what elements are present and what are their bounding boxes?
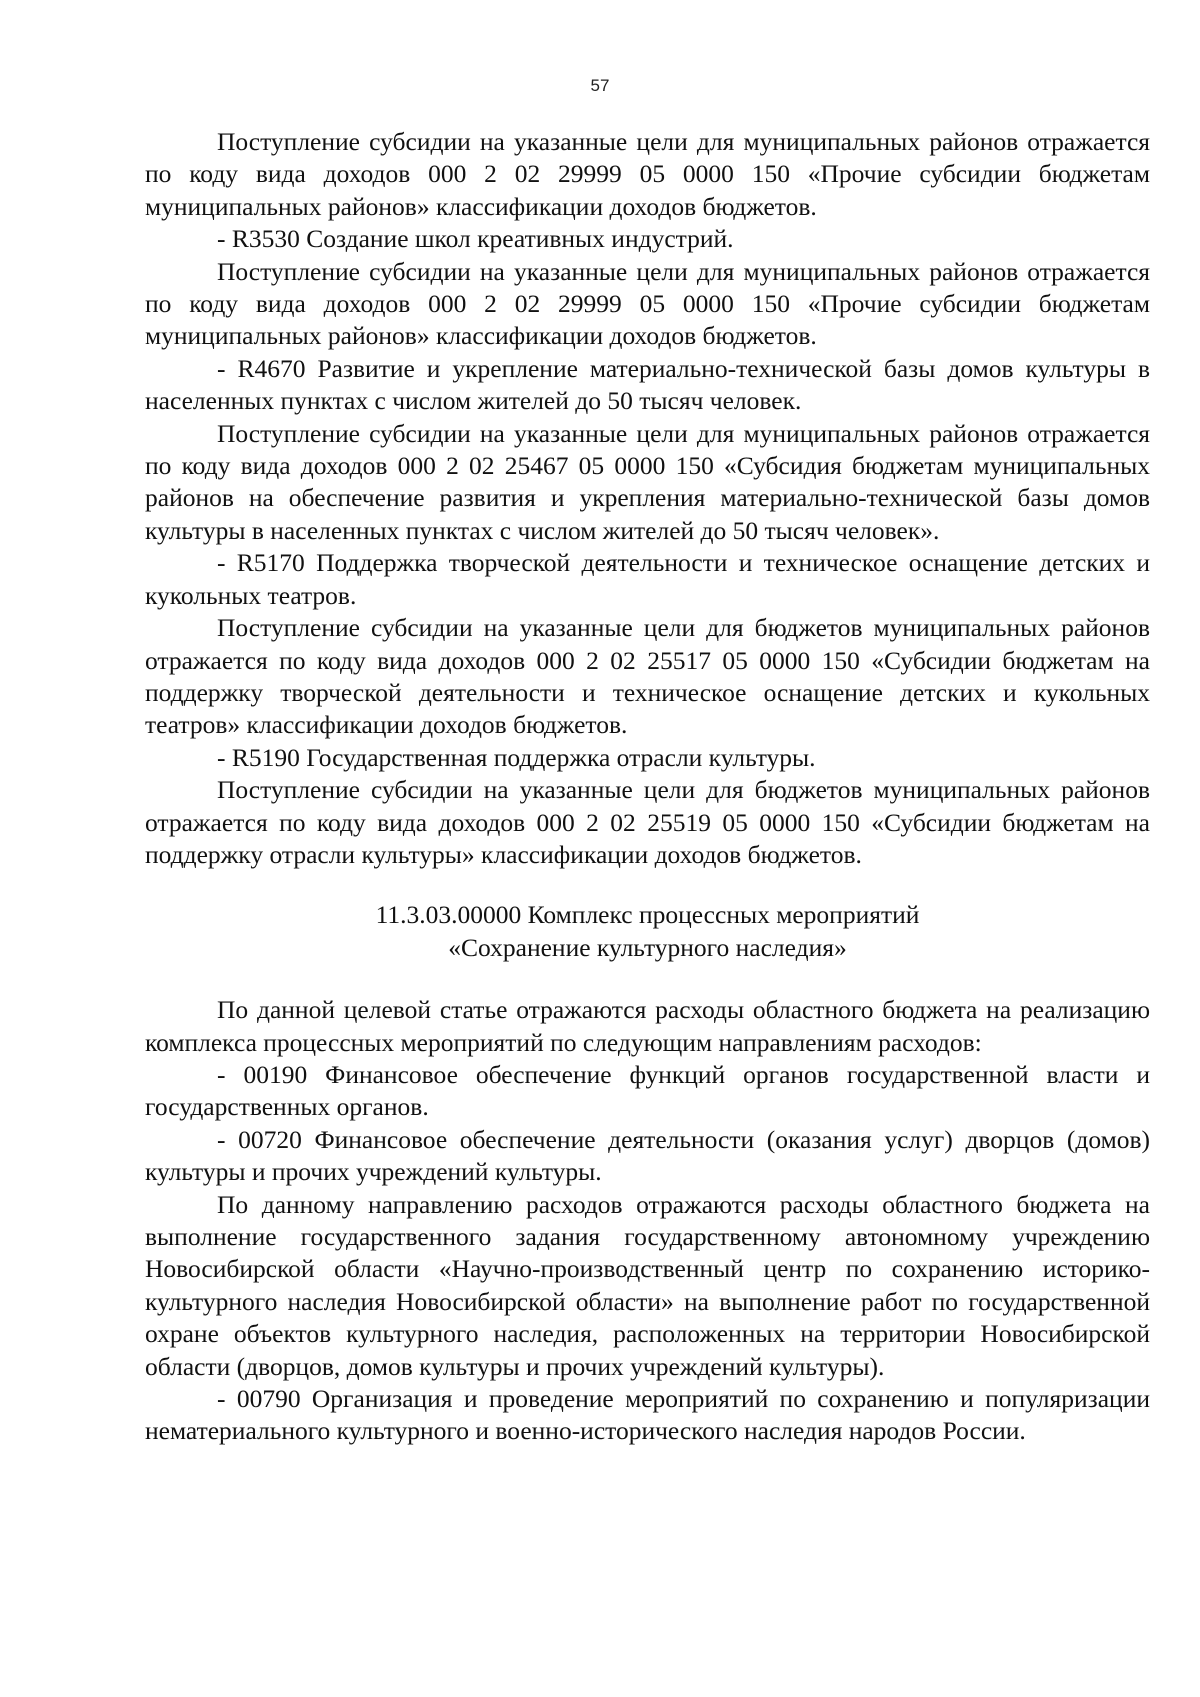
paragraph: Поступление субсидии на указанные цели для бюджетов муниципальных районов отражается по коду вида доходов 000 2 02 25517 05 0000 150 «Субсидии бюджетам на поддержку творческой деятельности и техническое оснащение детских и кукольных театров» классификации доходов бюджетов. [145, 613, 1150, 740]
document-body [145, 126, 1150, 1448]
list-item: - R5170 Поддержка творческой деятельности и техническое оснащение детских и кукольных театров. [145, 548, 1150, 610]
paragraph: По данной целевой статье отражаются расходы областного бюджета на реализацию комплекса процессных мероприятий по следующим направлениям расходов: [145, 995, 1150, 1057]
list-item: - 00190 Финансовое обеспечение функций органов государственной власти и государственных органов. [145, 1059, 1150, 1122]
list-item: - R5190 Государственная поддержка отрасли культуры. [217, 742, 816, 772]
paragraph: Поступление субсидии на указанные цели для муниципальных районов отражается по коду вида доходов 000 2 02 25467 05 0000 150 «Субсидия бюджетам муниципальных районов на обеспечение развития и укрепления материально-технической базы домов культуры в населенных пунктах с числом жителей до 50 тысяч человек». [145, 418, 1150, 545]
section-heading-line2: «Сохранение культурного наследия» [448, 932, 847, 962]
list-item: - R3530 Создание школ креативных индустрий. [217, 224, 734, 254]
section-heading [145, 899, 1150, 964]
section-heading-line1: 11.3.03.00000 Комплекс процессных мероприятий [375, 900, 920, 930]
paragraph: По данному направлению расходов отражаются расходы областного бюджета на выполнение государственного задания государственному автономному учреждению Новосибирской области «Научно-производственный центр по сохранению историко-культурного наследия Новосибирской области» на выполнение работ по государственной охране объектов культурного наследия, расположенных на территории Новосибирской области (дворцов, домов культуры и прочих учреждений культуры). [145, 1189, 1150, 1381]
paragraph: Поступление субсидии на указанные цели для муниципальных районов отражается по коду вида доходов 000 2 02 29999 05 0000 150 «Прочие субсидии бюджетам муниципальных районов» классификации доходов бюджетов. [145, 256, 1150, 351]
list-item: - 00720 Финансовое обеспечение деятельности (оказания услуг) дворцов (домов) культуры и прочих учреждений культуры. [145, 1124, 1150, 1187]
paragraph: Поступление субсидии на указанные цели для муниципальных районов отражается по коду вида доходов 000 2 02 29999 05 0000 150 «Прочие субсидии бюджетам муниципальных районов» классификации доходов бюджетов. [145, 127, 1150, 221]
list-item: - R4670 Развитие и укрепление материально-технической базы домов культуры в населенных пунктах с числом жителей до 50 тысяч человек. [145, 353, 1150, 416]
list-item: - 00790 Организация и проведение мероприятий по сохранению и популяризации нематериального культурного и военно-исторического наследия народов России. [145, 1384, 1150, 1446]
page-number: 57 [590, 76, 610, 95]
paragraph: Поступление субсидии на указанные цели для бюджетов муниципальных районов отражается по коду вида доходов 000 2 02 25519 05 0000 150 «Субсидии бюджетам на поддержку отрасли культуры» классификации доходов бюджетов. [145, 775, 1150, 869]
